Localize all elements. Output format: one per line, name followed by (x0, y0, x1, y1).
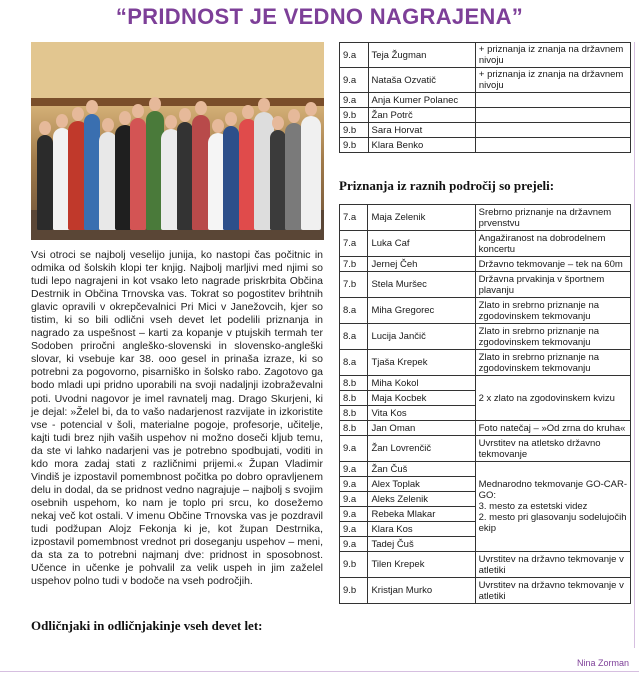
name-cell: Miha Kokol (368, 376, 475, 391)
class-cell: 9.a (340, 537, 368, 552)
table-row (340, 272, 631, 298)
article-body: Vsi otroci se najbolj veselijo junija, ko nastopi čas počitnic in odmika od šolskih klopi ter knjig. Najbolj marljivi med njimi so tudi lepo nagrajeni in kot vsako leto nagrade priskrbita Občina Destrnik in Občina Trnovska vas. Tokrat so pogostitev brihtnih glavic opravili v okrepčevalnici Pri Mici v Janežovcih, kjer so tistim, ki so bili odlični vseh devet let podelili priznanja in nagrado za uspešnost – karti za kopanje v ptujskih termah ter Sodoben priročni angleško-slovenski in slovensko-angleški slovar, ki vsebuje kar 38. ooo gesel in prinaša izraze, ki so potrebni za pogovorno, pisarniško in šolsko rabo. Zagotovo ga bodo mladi upi pridno uporabili na svoji nadaljnji izobraževalni poti. Uvodni nagovor je imel ravnatelj mag. Drago Skurjeni, ki je dejal: »Želel bi, da to vašo nadarjenost razvijate in izkoristite vse - potencial v šoli, materialne pogoje, profesorje, učitelje, kajti tudi brez njih vaših uspehov ni možno doseči kljub temu, da ste vi lahko nadarjeni vas je potrebno spodbujati, voditi in kdo mora zadaj stati z različnimi prijemi.« Župan Vladimir Vindiš je izpostavil pomembnost počitka po dobro opravljenem delu in dodal, da se pridnost vedno nagrajuje – najbolj s svojim osebnih uspehom, ko nam je toplo pri srcu, ko dosežemo nekaj več kot ostali. V imenu Občine Trnovska vas je pozdravil tudi podžupan Alojz Fekonja ki je, kot župan Destrnika, izpostavil pomembnost vrednot pri doseganju uspehov – meni, da sta za to potrebni najmanj dve: pridnost in sposobnost. Učence in učenke je pohvalil za velik uspeh in jim zaželel uspehov polno tudi v bodoče na vseh področjih. (31, 249, 323, 588)
table-row (340, 205, 631, 231)
name-cell: Stela Muršec (368, 272, 475, 298)
awards-heading: Priznanja iz raznih področij so prejeli: (339, 178, 555, 193)
name-cell: Tadej Čuš (368, 537, 475, 552)
table-row (340, 231, 631, 257)
name-cell: Tjaša Krepek (368, 350, 475, 376)
table-row (340, 350, 631, 376)
excellence-table (339, 42, 631, 153)
award-cell (475, 93, 630, 108)
table-row (340, 138, 631, 153)
name-cell: Jan Oman (368, 421, 475, 436)
award-cell: Mednarodno tekmovanje GO-CAR-GO: 3. mesto za estetski videz 2. mesto pri glasovanju sodelujočih ekip (475, 462, 630, 552)
column-border (634, 42, 635, 648)
class-cell: 7.b (340, 272, 368, 298)
name-cell: Lucija Jančič (368, 324, 475, 350)
class-cell: 9.b (340, 123, 369, 138)
name-cell: Žan Čuš (368, 462, 475, 477)
name-cell: Teja Žugman (368, 43, 475, 68)
class-cell: 8.b (340, 376, 368, 391)
class-cell: 9.a (340, 462, 368, 477)
class-cell: 9.b (340, 578, 368, 604)
class-cell: 9.a (340, 507, 368, 522)
table-row (340, 68, 631, 93)
award-cell (475, 123, 630, 138)
award-cell: Uvrstitev na atletsko državno tekmovanje (475, 436, 630, 462)
award-cell: Uvrstitev na državno tekmovanje v atletiki (475, 552, 630, 578)
class-cell: 8.a (340, 324, 368, 350)
name-cell: Luka Caf (368, 231, 475, 257)
class-cell: 8.b (340, 391, 368, 406)
table-row (340, 298, 631, 324)
award-cell: Državno tekmovanje – tek na 60m (475, 257, 630, 272)
name-cell: Klara Kos (368, 522, 475, 537)
table-row (340, 578, 631, 604)
table-row (340, 108, 631, 123)
award-cell: + priznanja iz znanja na državnem nivoju (475, 43, 630, 68)
award-cell: Srebrno priznanje na državnem prvenstvu (475, 205, 630, 231)
name-cell: Aleks Zelenik (368, 492, 475, 507)
class-cell: 7.a (340, 231, 368, 257)
footer-divider (0, 671, 639, 672)
name-cell: Maja Zelenik (368, 205, 475, 231)
table-row (340, 257, 631, 272)
award-cell: Zlato in srebrno priznanje na zgodovinskem tekmovanju (475, 298, 630, 324)
name-cell: Žan Potrč (368, 108, 475, 123)
name-cell: Sara Horvat (368, 123, 475, 138)
name-cell: Klara Benko (368, 138, 475, 153)
table-row (340, 421, 631, 436)
class-cell: 9.a (340, 43, 369, 68)
table-row (340, 436, 631, 462)
award-cell: Zlato in srebrno priznanje na zgodovinskem tekmovanju (475, 324, 630, 350)
name-cell: Nataša Ozvatič (368, 68, 475, 93)
award-cell (475, 108, 630, 123)
name-cell: Alex Toplak (368, 477, 475, 492)
class-cell: 7.a (340, 205, 368, 231)
name-cell: Rebeka Mlakar (368, 507, 475, 522)
award-cell: Angažiranost na dobrodelnem koncertu (475, 231, 630, 257)
class-cell: 9.a (340, 68, 369, 93)
class-cell: 9.a (340, 93, 369, 108)
award-cell (475, 138, 630, 153)
class-cell: 9.a (340, 436, 368, 462)
name-cell: Miha Gregorec (368, 298, 475, 324)
class-cell: 9.b (340, 552, 368, 578)
awards-table (339, 204, 631, 604)
table-row (340, 324, 631, 350)
award-cell: 2 x zlato na zgodovinskem kvizu (475, 376, 630, 421)
class-cell: 7.b (340, 257, 368, 272)
award-cell: Državna prvakinja v športnem plavanju (475, 272, 630, 298)
class-cell: 9.b (340, 138, 369, 153)
class-cell: 9.a (340, 477, 368, 492)
class-cell: 8.b (340, 421, 368, 436)
name-cell: Anja Kumer Polanec (368, 93, 475, 108)
class-cell: 9.b (340, 108, 369, 123)
name-cell: Maja Kocbek (368, 391, 475, 406)
name-cell: Kristjan Murko (368, 578, 475, 604)
table-row (340, 462, 631, 477)
table-row (340, 123, 631, 138)
article-title: “PRIDNOST JE VEDNO NAGRAJENA” (115, 4, 524, 29)
name-cell: Žan Lovrenčič (368, 436, 475, 462)
table-row (340, 552, 631, 578)
table-row (340, 93, 631, 108)
award-cell: + priznanja iz znanja na državnem nivoju (475, 68, 630, 93)
award-cell: Foto natečaj – »Od zrna do kruha« (475, 421, 630, 436)
name-cell: Jernej Čeh (368, 257, 475, 272)
class-cell: 8.a (340, 298, 368, 324)
group-photo (31, 42, 324, 240)
name-cell: Vita Kos (368, 406, 475, 421)
author-name: Nina Zorman (576, 658, 629, 668)
table-row (340, 43, 631, 68)
class-cell: 9.a (340, 492, 368, 507)
excellence-heading: Odličnjaki in odličnjakinje vseh devet let: (31, 618, 263, 633)
name-cell: Tilen Krepek (368, 552, 475, 578)
class-cell: 8.b (340, 406, 368, 421)
table-row (340, 376, 631, 391)
award-cell: Uvrstitev na državno tekmovanje v atletiki (475, 578, 630, 604)
class-cell: 8.a (340, 350, 368, 376)
class-cell: 9.a (340, 522, 368, 537)
award-cell: Zlato in srebrno priznanje na zgodovinskem tekmovanju (475, 350, 630, 376)
